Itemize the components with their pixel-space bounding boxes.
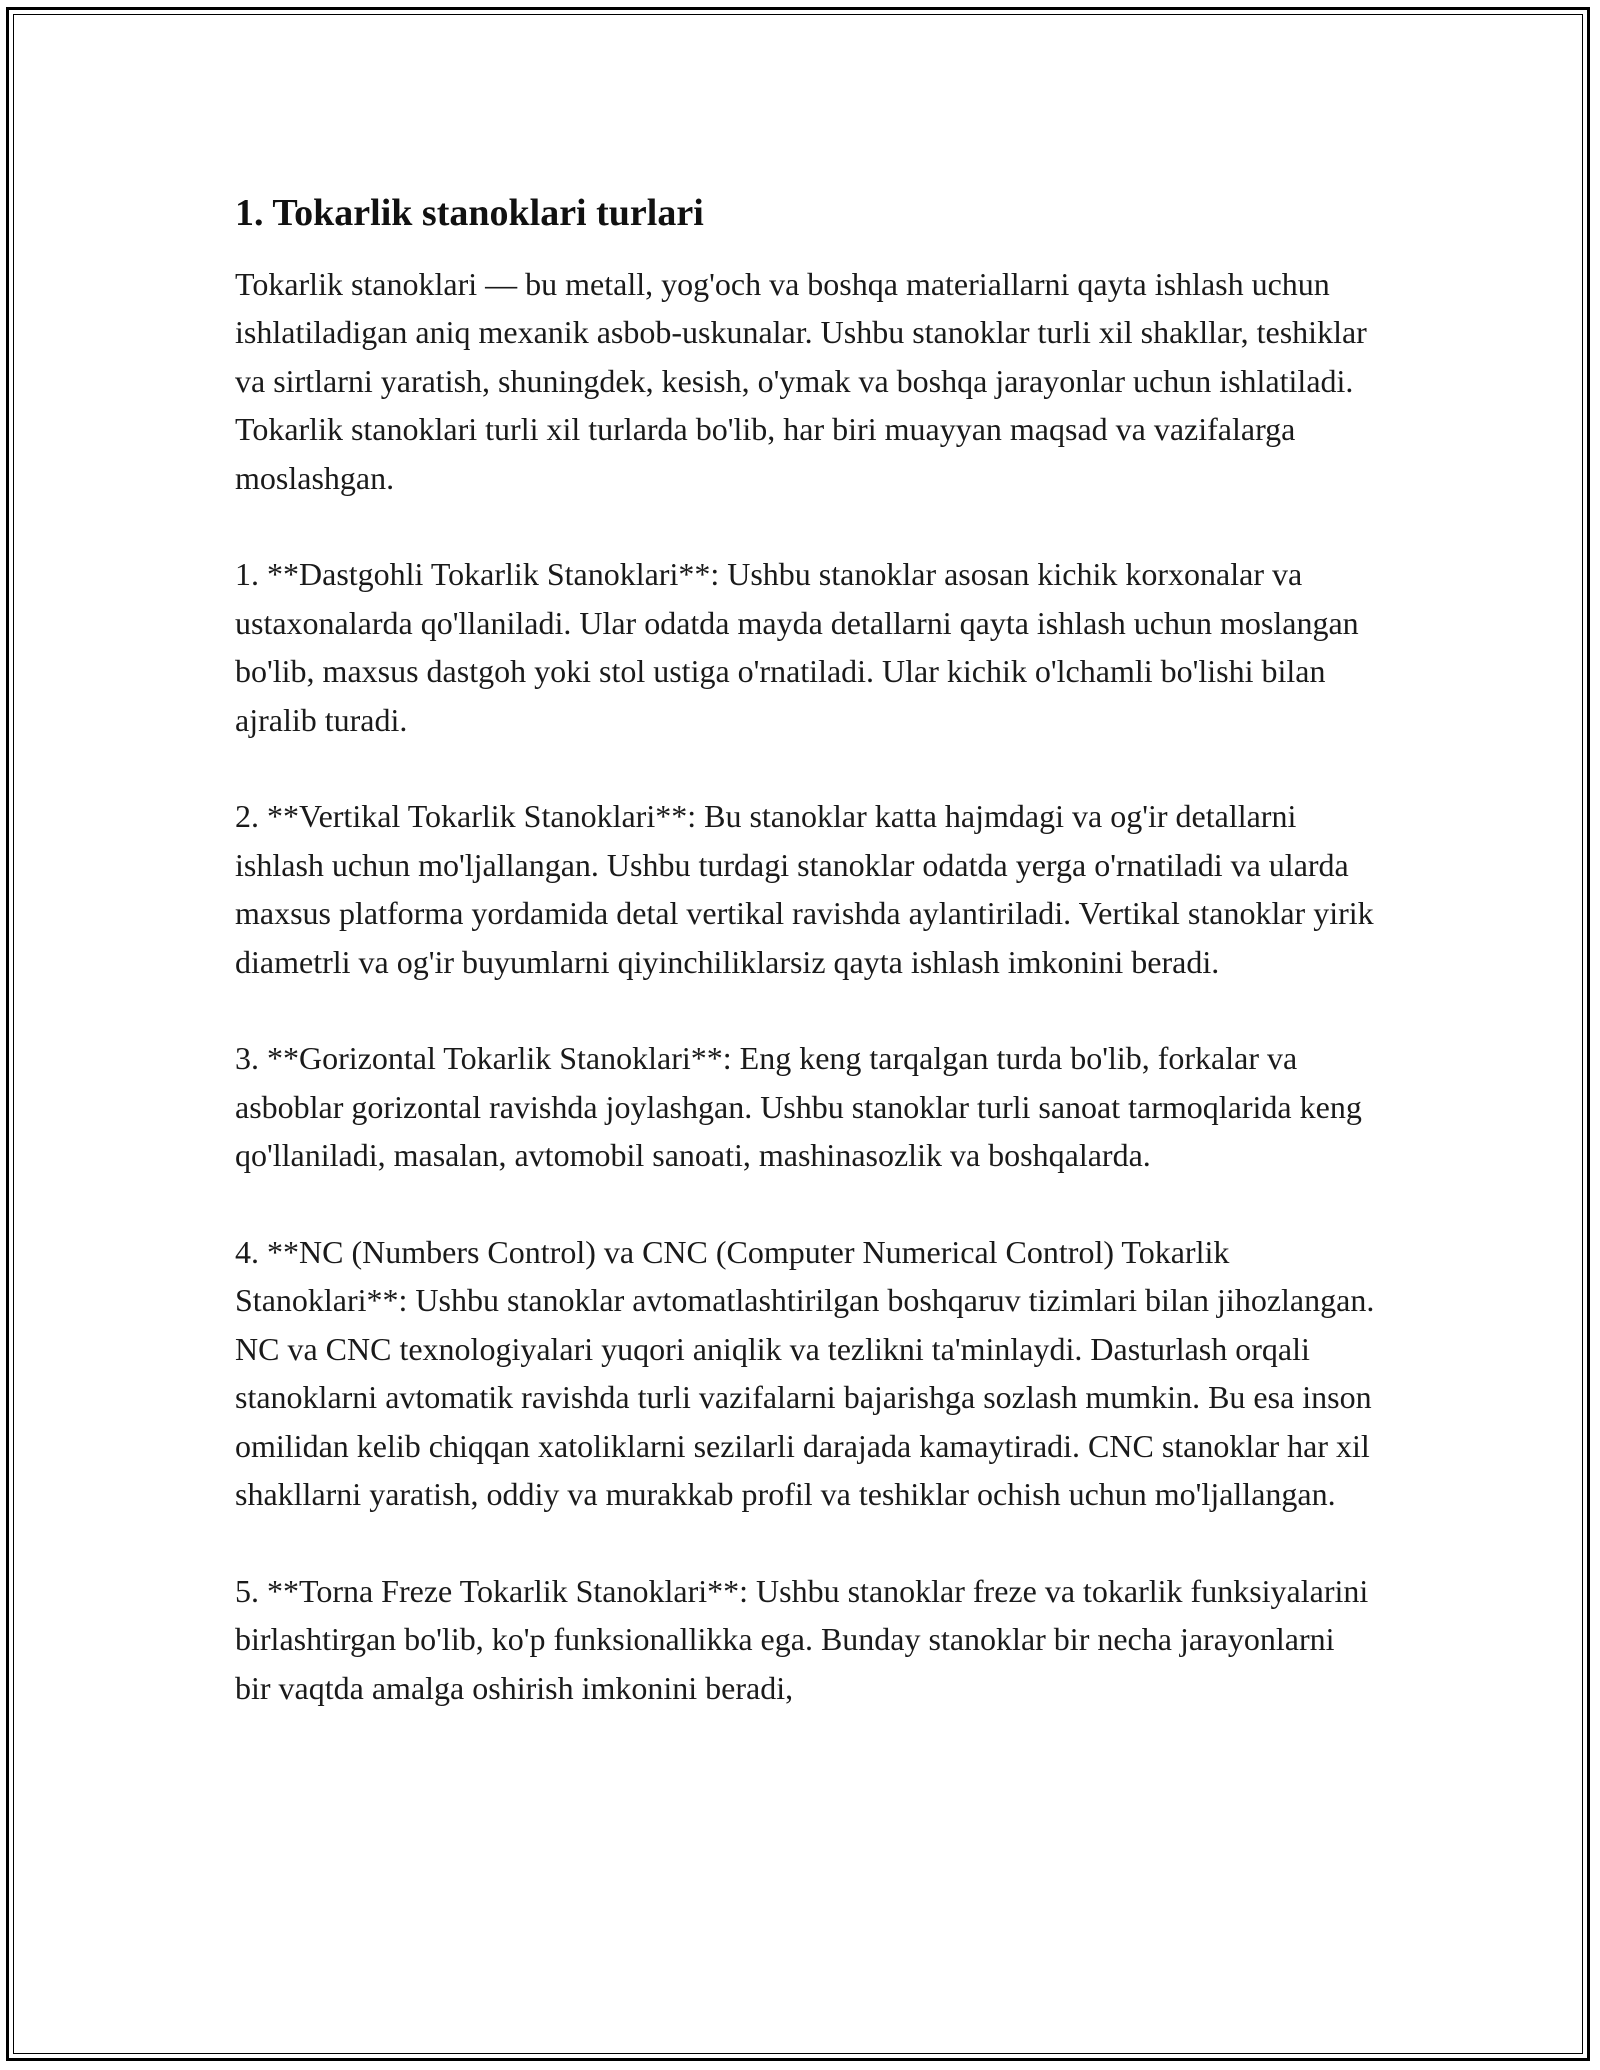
list-item-vertikal: 2. **Vertikal Tokarlik Stanoklari**: Bu stanoklar katta hajmdagi va og'ir detallarni ishlash uchun mo'ljallangan. Ushbu turdagi stanoklar odatda yerga o'rnatiladi va ularda maxsus platforma yordamida detal vertikal ravishda aylantiriladi. Vertikal stanoklar yirik diametrli va og'ir buyumlarni qiyinchiliklarsiz qayta ishlash imkonini beradi. <box>235 798 1374 980</box>
list-item-nc-cnc: 4. **NC (Numbers Control) va CNC (Computer Numerical Control) Tokarlik Stanoklari**: Ushbu stanoklar avtomatlashtirilgan boshqaruv tizimlari bilan jihozlangan. NC va CNC texnologiyalari yuqori aniqlik va tezlikni ta'minlaydi. Dasturlash orqali stanoklarni avtomatik ravishda turli vazifalarni bajarishga sozlash mumkin. Bu esa inson omilidan kelib chiqqan xatoliklarni sezilarli darajada kamaytiradi. CNC stanoklar har xil shakllarni yaratish, oddiy va murakkab profil va teshiklar ochish uchun mo'ljallangan. <box>235 1234 1375 1513</box>
list-item-torna-freze: 5. **Torna Freze Tokarlik Stanoklari**: Ushbu stanoklar freze va tokarlik funksiyalarini birlashtirgan bo'lib, ko'p funksionallikka ega. Bunday stanoklar bir necha jarayonlarni bir vaqtda amalga oshirish imkonini beradi, <box>235 1572 1369 1706</box>
intro-paragraph: Tokarlik stanoklari — bu metall, yog'och va boshqa materiallarni qayta ishlash uchun ishlatiladigan aniq mexanik asbob-uskunalar. Ushbu stanoklar turli xil shakllar, teshiklar va sirtlarni yaratish, shuningdek, kesish, o'ymak va boshqa jarayonlar uchun ishlatiladi. Tokarlik stanoklari turli xil turlarda bo'lib, har biri muayyan maqsad va vazifalarga moslashgan. <box>235 266 1367 496</box>
list-item-dastgohli: 1. **Dastgohli Tokarlik Stanoklari**: Ushbu stanoklar asosan kichik korxonalar va ustaxonalarda qo'llaniladi. Ular odatda mayda detallarni qayta ishlash uchun moslangan bo'lib, maxsus dastgoh yoki stol ustiga o'rnatiladi. Ular kichik o'lchamli bo'lishi bilan ajralib turadi. <box>235 556 1359 738</box>
document-body <box>235 188 1375 1761</box>
list-item-gorizontal: 3. **Gorizontal Tokarlik Stanoklari**: Eng keng tarqalgan turda bo'lib, forkalar va asboblar gorizontal ravishda joylashgan. Ushbu stanoklar turli sanoat tarmoqlarida keng qo'llaniladi, masalan, avtomobil sanoati, mashinasozlik va boshqalarda. <box>235 1040 1362 1174</box>
section-heading: 1. Tokarlik stanoklari turlari <box>235 192 704 234</box>
